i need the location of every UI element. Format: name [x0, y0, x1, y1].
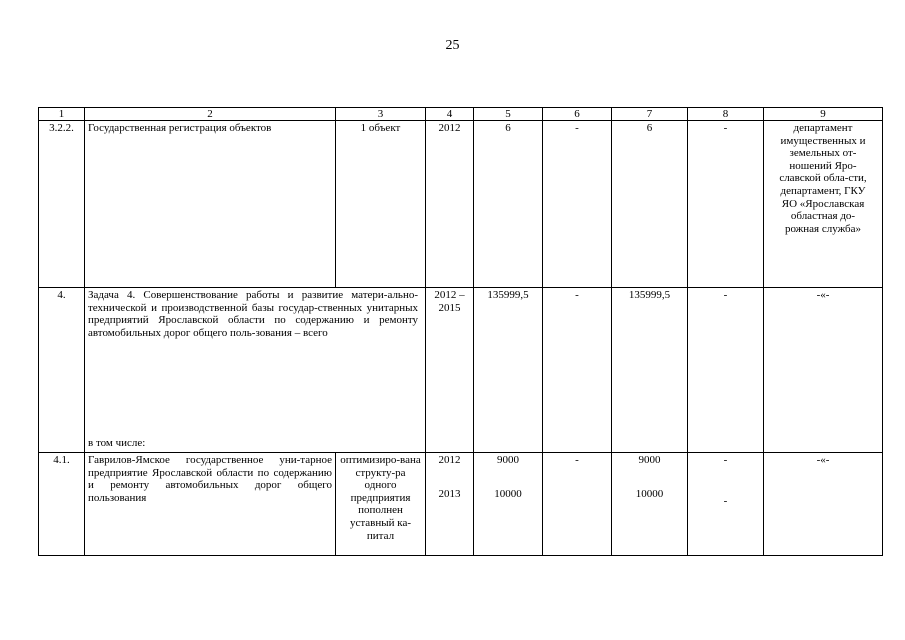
- row-year: 2012: [426, 121, 474, 288]
- column-header: 8: [688, 108, 764, 121]
- row-col6: -: [543, 288, 612, 453]
- row-col8-2: -: [723, 494, 728, 507]
- row-col6: -: [543, 121, 612, 288]
- row-col8: -: [688, 288, 764, 453]
- row-executor: -«-: [764, 453, 883, 556]
- row-year: 2012 – 2015: [426, 288, 474, 453]
- row-col7: 135999,5: [612, 288, 688, 453]
- row-col7-2: 10000: [635, 487, 664, 500]
- column-header: 4: [426, 108, 474, 121]
- row-col7-cell: [612, 453, 688, 556]
- row-activity-cell: [85, 288, 426, 453]
- row-year-2: 2013: [438, 487, 461, 500]
- column-number-row: [39, 108, 883, 121]
- table-row: [39, 288, 883, 453]
- row-result: 1 объект: [336, 121, 426, 288]
- row-executor: -«-: [764, 288, 883, 453]
- row-activity-name: Государственная регистрация объектов: [85, 121, 336, 288]
- row-year-cell: [426, 453, 474, 556]
- column-header: 5: [474, 108, 543, 121]
- row-year-1: 2012: [438, 454, 461, 466]
- row-col8-1: -: [723, 454, 728, 466]
- row-activity-note: в том числе:: [88, 437, 146, 450]
- column-header: 2: [85, 108, 336, 121]
- row-col5-1: 9000: [497, 454, 519, 466]
- column-header: 6: [543, 108, 612, 121]
- row-col5: 6: [474, 121, 543, 288]
- row-number: 4.: [39, 288, 85, 453]
- row-col8-cell: [688, 453, 764, 556]
- page-number: 25: [445, 38, 460, 53]
- row-number: 3.2.2.: [39, 121, 85, 288]
- row-col6: -: [543, 453, 612, 556]
- column-header: 9: [764, 108, 883, 121]
- row-number: 4.1.: [39, 453, 85, 556]
- row-executor: департамент имущественных и земельных от-ношений Яро-славской обла-сти, департамент, ГКУ ЯО «Ярославская областная до-рожная служба»: [764, 121, 883, 288]
- column-header: 3: [336, 108, 426, 121]
- row-activity-name: Задача 4. Совершенствование работы и развитие матери-ально-технической и производственной базы государ-ственных унитарных предприятий Ярославской области по содержанию и ремонту автомобильных дорог общего поль-зования – всего: [88, 289, 418, 339]
- table-row: [39, 121, 883, 288]
- row-col7: 6: [612, 121, 688, 288]
- program-table: [38, 107, 883, 556]
- row-col8: -: [688, 121, 764, 288]
- row-col5: 135999,5: [474, 288, 543, 453]
- row-col7-1: 9000: [638, 454, 661, 466]
- column-header: 7: [612, 108, 688, 121]
- column-header: 1: [39, 108, 85, 121]
- row-result: оптимизиро-вана структу-ра одного предприятия пополнен уставный ка-питал: [336, 453, 426, 556]
- table-row: [39, 453, 883, 556]
- row-col5-cell: [474, 453, 543, 556]
- row-col5-2: 10000: [494, 487, 522, 500]
- row-activity-name: Гаврилов-Ямское государственное уни-тарное предприятие Ярославской области по содержанию и ремонту автомобильных дорог общего пользования: [85, 453, 336, 556]
